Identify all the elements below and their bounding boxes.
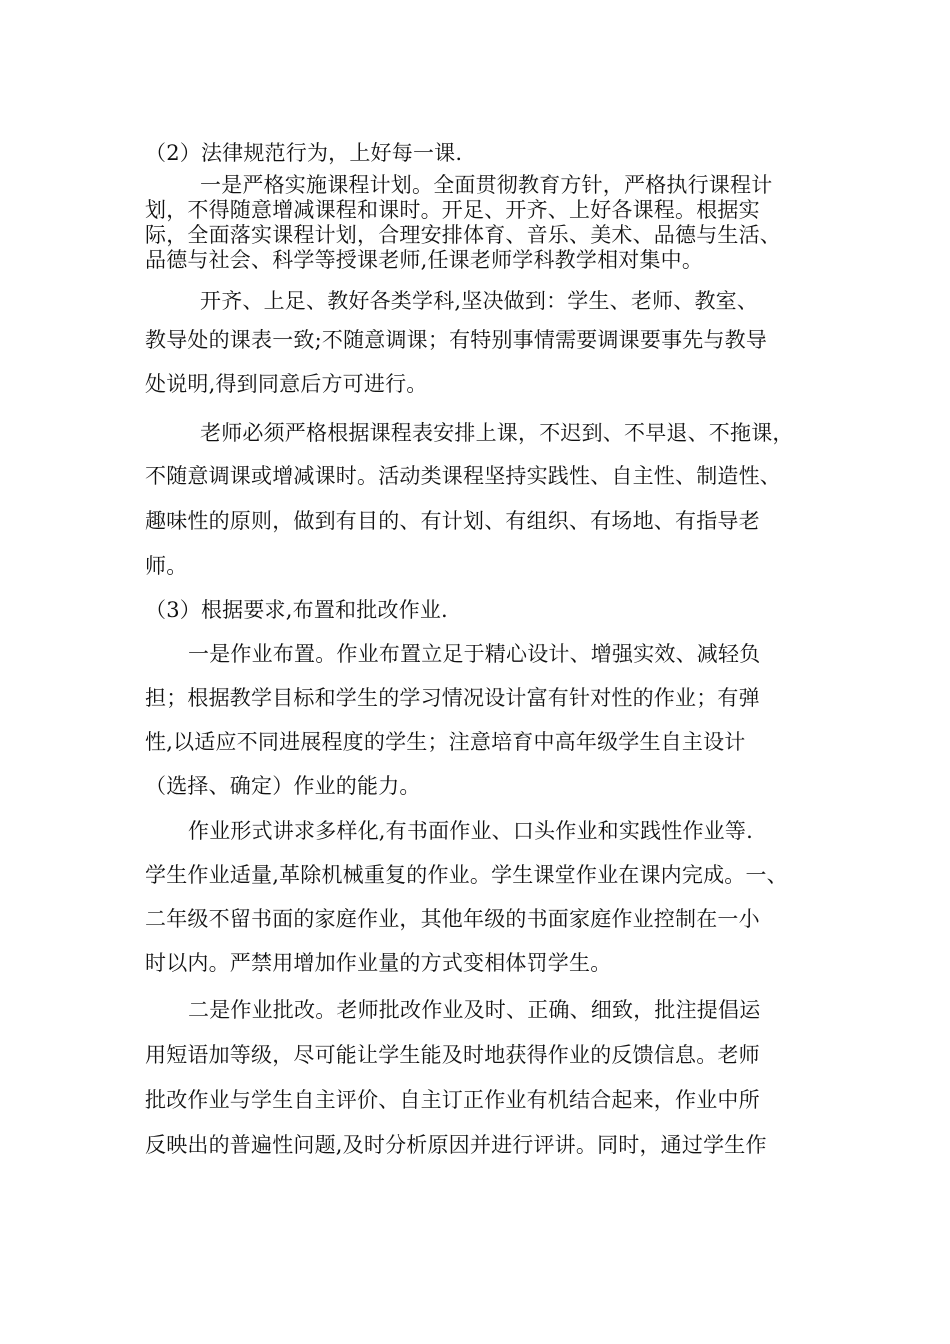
- section-heading-2: （2）法律规范行为，上好每一课.: [145, 141, 463, 165]
- paragraph-line: 学生作业适量,革除机械重复的作业。学生课堂作业在课内完成。一、: [145, 863, 788, 887]
- paragraph-line: 际，全面落实课程计划，合理安排体育、音乐、美术、品德与生活、: [145, 223, 781, 247]
- paragraph-line: 作业形式讲求多样化,有书面作业、口头作业和实践性作业等.: [188, 819, 753, 843]
- paragraph-line: 师。: [145, 554, 188, 578]
- paragraph-line: 批改作业与学生自主评价、自主订正作业有机结合起来，作业中所: [145, 1088, 760, 1112]
- paragraph-line: 性,以适应不同进展程度的学生；注意培育中高年级学生自主设计: [145, 730, 746, 754]
- paragraph-line: 二是作业批改。老师批改作业及时、正确、细致，批注提倡运: [188, 998, 761, 1022]
- paragraph-line: 开齐、上足、教好各类学科,坚决做到：学生、老师、教室、: [200, 289, 759, 313]
- paragraph-line: 一是严格实施课程计划。全面贯彻教育方针，严格执行课程计: [200, 173, 773, 197]
- paragraph-line: 处说明,得到同意后方可进行。: [145, 372, 428, 396]
- paragraph-line: 时以内。严禁用增加作业量的方式变相体罚学生。: [145, 951, 612, 975]
- paragraph-line: 反映出的普遍性问题,及时分析原因并进行评讲。同时，通过学生作: [145, 1133, 767, 1157]
- paragraph-line: （选择、确定）作业的能力。: [145, 774, 421, 798]
- paragraph-line: 老师必须严格根据课程表安排上课，不迟到、不早退、不拖课，: [200, 421, 794, 445]
- paragraph-line: 二年级不留书面的家庭作业，其他年级的书面家庭作业控制在一小: [145, 907, 760, 931]
- paragraph-line: 品德与社会、科学等授课老师,任课老师学科教学相对集中。: [145, 248, 704, 272]
- paragraph-line: 用短语加等级，尽可能让学生能及时地获得作业的反馈信息。老师: [145, 1043, 760, 1067]
- paragraph-line: 趣味性的原则，做到有目的、有计划、有组织、有场地、有指导老: [145, 509, 760, 533]
- paragraph-line: 担；根据教学目标和学生的学习情况设计富有针对性的作业；有弹: [145, 686, 760, 710]
- paragraph-line: 划，不得随意增减课程和课时。开足、开齐、上好各课程。根据实: [145, 198, 760, 222]
- paragraph-line: 教导处的课表一致;不随意调课；有特别事情需要调课要事先与教导: [145, 328, 768, 352]
- paragraph-line: 一是作业布置。作业布置立足于精心设计、增强实效、减轻负: [188, 642, 761, 666]
- paragraph-line: 不随意调课或增减课时。活动类课程坚持实践性、自主性、制造性、: [145, 464, 781, 488]
- section-heading-3: （3）根据要求,布置和批改作业.: [145, 598, 448, 622]
